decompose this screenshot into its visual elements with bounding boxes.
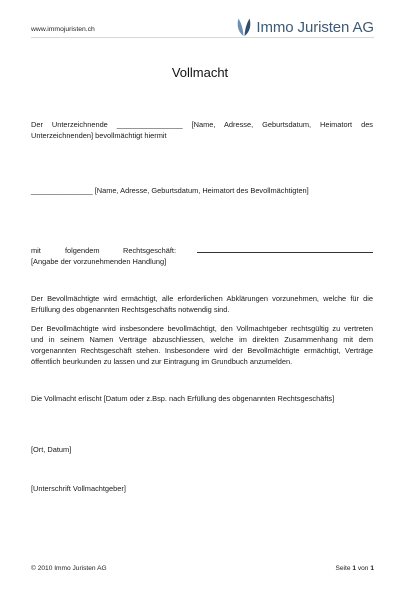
transaction-word-mit: mit bbox=[31, 246, 41, 255]
page-header bbox=[31, 16, 374, 38]
place-date-field: [Ort, Datum] bbox=[31, 445, 72, 454]
document-title: Vollmacht bbox=[171, 65, 229, 80]
transaction-block bbox=[31, 244, 373, 267]
page-footer bbox=[31, 565, 374, 572]
page-current: 1 bbox=[352, 565, 356, 572]
brand-logo bbox=[236, 16, 374, 38]
site-url[interactable]: www.immojuristen.ch bbox=[31, 26, 95, 33]
transaction-line bbox=[31, 244, 373, 256]
page-total: 1 bbox=[370, 565, 374, 572]
leaf-logo-icon bbox=[236, 17, 252, 37]
expiry-paragraph: Die Vollmacht erlischt [Datum oder z.Bsp. nach Erfüllung des obgenannten Rechtsgeschäfts] bbox=[31, 394, 335, 403]
header-divider bbox=[31, 37, 374, 38]
transaction-hint: [Angabe der vorzunehmenden Handlung] bbox=[31, 257, 167, 266]
agent-paragraph: _______________ [Name, Adresse, Geburtsdatum, Heimatort des Bevollmächtigten] bbox=[31, 186, 309, 195]
page-of-word: von bbox=[357, 565, 369, 572]
transaction-blank-line bbox=[197, 244, 373, 253]
brand-name: Immo Juristen AG bbox=[256, 18, 374, 36]
signature-field: [Unterschrift Vollmachtgeber] bbox=[31, 484, 126, 493]
principal-paragraph: Der Unterzeichnende ________________ [Name, Adresse, Geburtsdatum, Heimatort des Unterzeichnenden] bevollmächtigt hiermit bbox=[31, 120, 373, 140]
copyright-text: © 2010 Immo Juristen AG bbox=[31, 565, 107, 572]
representation-paragraph: Der Bevollmächtigte wird insbesondere bevollmächtigt, den Vollmachtgeber rechtsgültig zu vertreten und in seinem Namen Verträge abzuschliessen, welche im direkten Zusammenhang mit dem vorgenannten Rechtsgeschäft stehen. Insbesondere wird der Bevollmächtigte ermächtigt, Verträge öffentlich beurkunden zu lassen und zur Eintragung im Grundbuch anzumelden. bbox=[31, 324, 373, 366]
page-number bbox=[335, 565, 374, 572]
transaction-word-folgendem: folgendem bbox=[65, 246, 100, 255]
transaction-word-rechtsgeschaeft: Rechtsgeschäft: bbox=[123, 246, 176, 255]
authorization-paragraph: Der Bevollmächtigte wird ermächtigt, alle erforderlichen Abklärungen vorzunehmen, welche für die Erfüllung des obgenannten Rechtsgeschäfts notwendig sind. bbox=[31, 294, 373, 314]
page-word: Seite bbox=[335, 565, 351, 572]
